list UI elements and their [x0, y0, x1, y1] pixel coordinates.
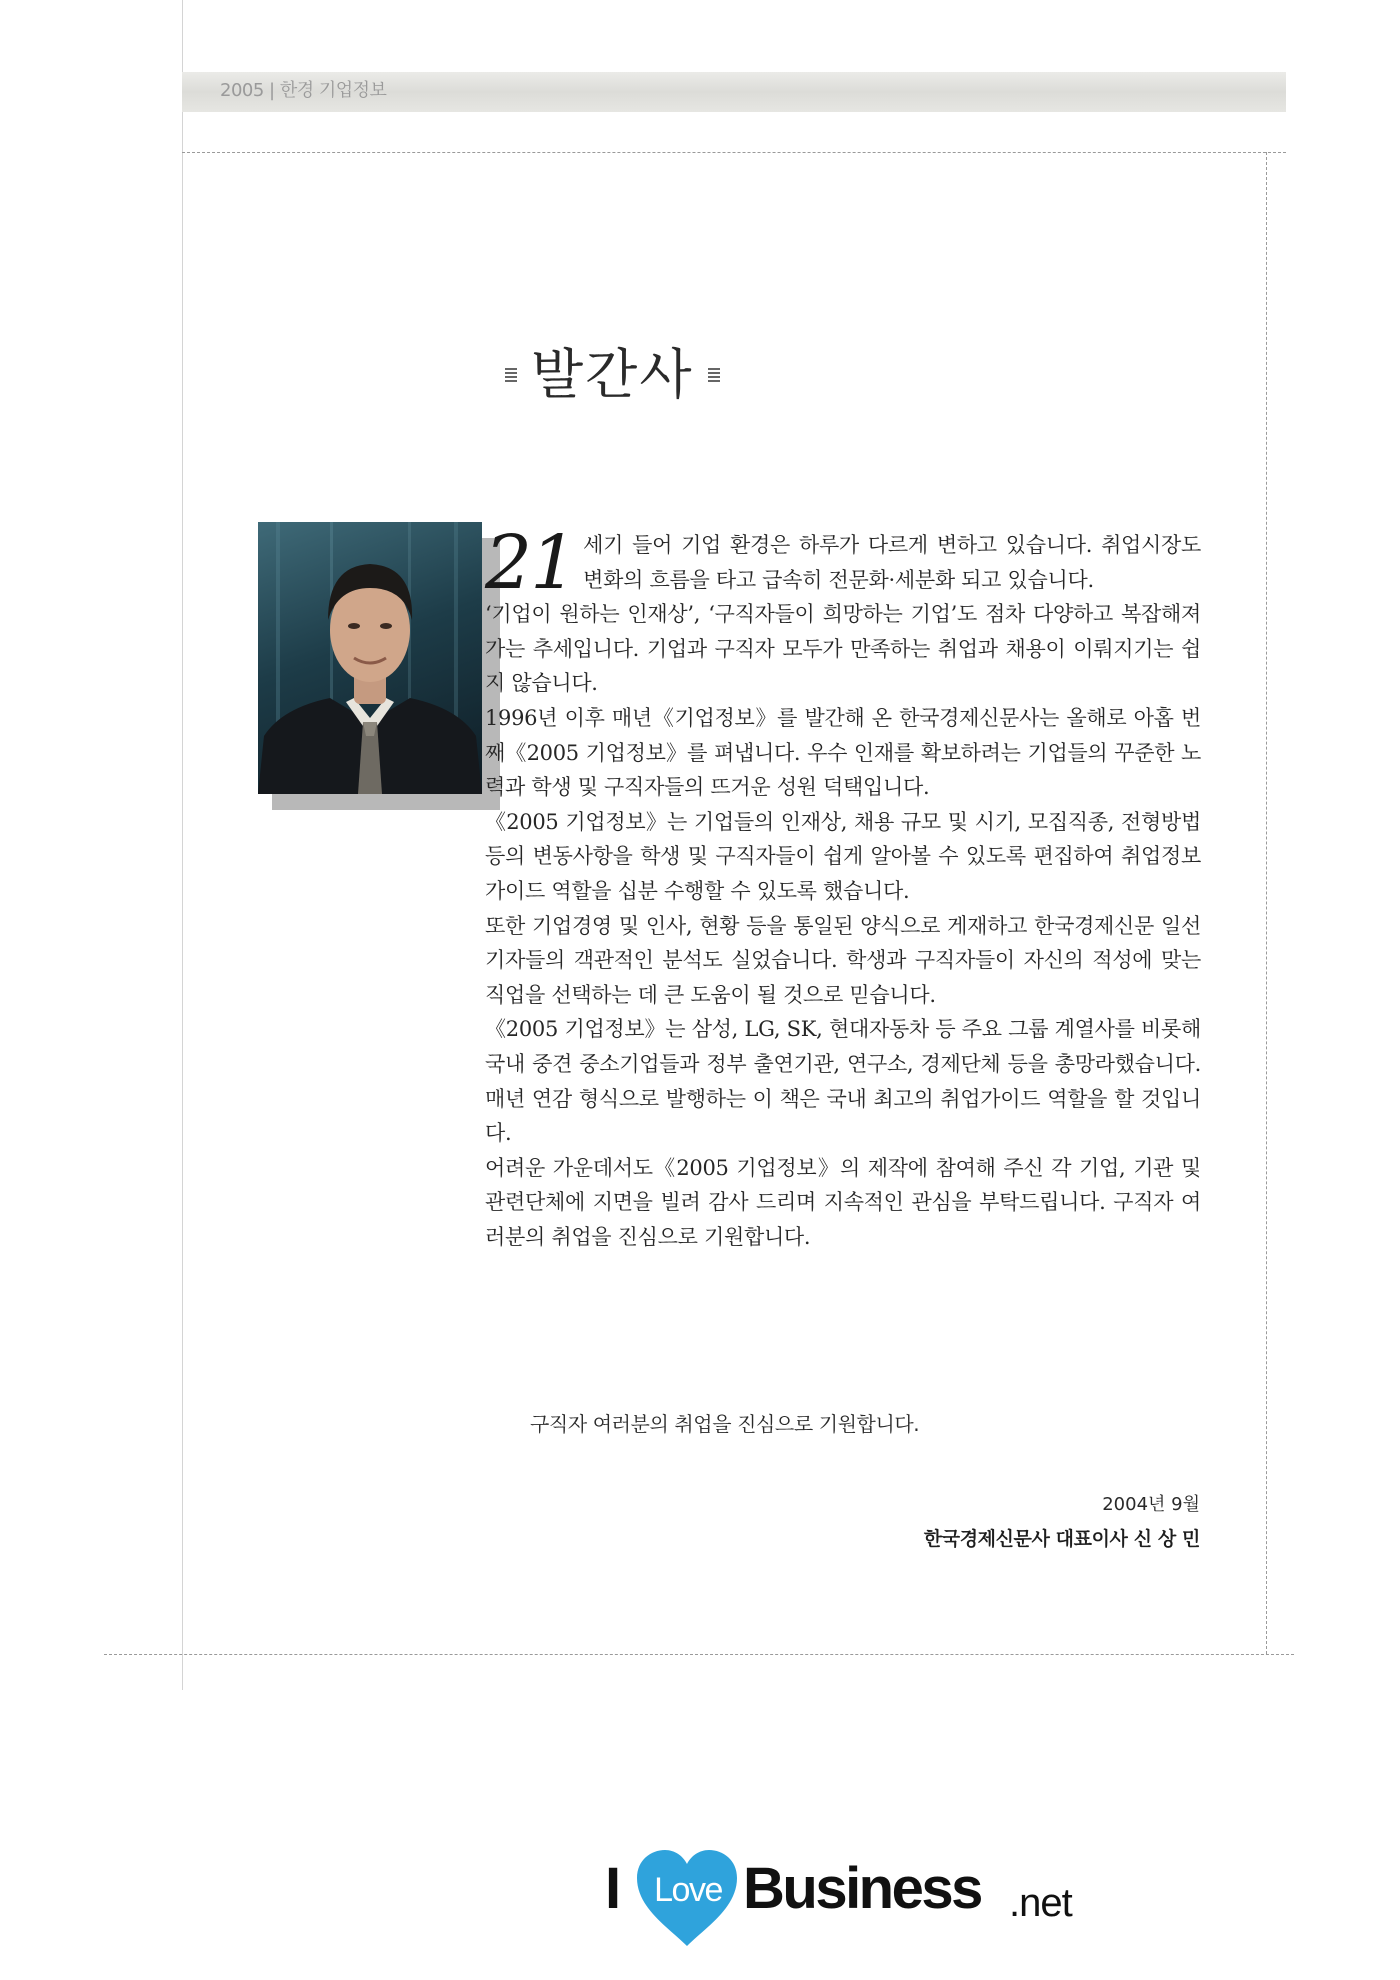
preface-body: [485, 520, 1201, 1254]
running-header-title: 2005 | 한경 기업정보: [220, 80, 387, 101]
title-right-ornament: [708, 368, 720, 382]
page-title: 발간사: [531, 343, 694, 406]
portrait-illustration: [258, 522, 482, 794]
preface-paragraph-5: 또한 기업경영 및 인사, 현황 등을 통일된 양식으로 게재하고 한국경제신문 일선 기자들의 객관적인 분석도 실었습니다. 학생과 구직자들이 자신의 적성에 맞는 직업을 선택하는 데 큰 도움이 될 것으로 믿습니다.: [485, 913, 1201, 1007]
preface-paragraph-4: 《2005 기업정보》는 기업들의 인재상, 채용 규모 및 시기, 모집직종, 전형방법 등의 변동사항을 학생 및 구직자들이 쉽게 알아볼 수 있도록 편집하여 취업정보 가이드 역할을 십분 수행할 수 있도록 했습니다.: [485, 809, 1201, 903]
title-group: [505, 340, 720, 410]
logo-letter-i: I: [605, 1856, 622, 1921]
logo-love-text: Love: [654, 1871, 722, 1909]
dropcap-year: 21: [485, 520, 576, 606]
logo-net-text: .net: [1009, 1881, 1072, 1925]
signature-name: 한국경제신문사 대표이사 신 상 민: [923, 1528, 1200, 1550]
closing-line: 구직자 여러분의 취업을 진심으로 기원합니다.: [530, 1412, 920, 1436]
ceo-portrait-photo: [258, 522, 482, 794]
frame-top-dashed-rule: [182, 152, 1286, 153]
preface-paragraph-3: 1996년 이후 매년《기업정보》를 발간해 온 한국경제신문사는 올해로 아홉 번째《2005 기업정보》를 펴냅니다. 우수 인재를 확보하려는 기업들의 꾸준한 노력과 학생 및 구직자들의 뜨거운 성원 덕택입니다.: [485, 705, 1201, 800]
frame-right-dashed-rule: [1266, 152, 1267, 1654]
preface-paragraph-6: 《2005 기업정보》는 삼성, LG, SK, 현대자동차 등 주요 그룹 계열사를 비롯해 국내 중견 중소기업들과 정부 출연기관, 연구소, 경제단체 등을 총망라했습니다. 매년 연감 형식으로 발행하는 이 책은 국내 최고의 취업가이드 역할을 할 것입니다.: [485, 1017, 1201, 1146]
preface-paragraph-2: ‘기업이 원하는 인재상’, ‘구직자들이 희망하는 기업’도 점차 다양하고 복잡해져 가는 추세입니다. 기업과 구직자 모두가 만족하는 취업과 채용이 이뤄지기는 쉽지 않습니다.: [485, 602, 1201, 696]
preface-paragraph-1: 세기 들어 기업 환경은 하루가 다르게 변하고 있습니다. 취업시장도 변화의 흐름을 타고 급속히 전문화·세분화 되고 있습니다.: [583, 533, 1201, 592]
ilovebusiness-logo: [605, 1848, 1095, 1948]
title-left-ornament: [505, 368, 517, 382]
left-page-rule: [182, 0, 183, 1690]
logo-business-text: Business: [743, 1856, 981, 1921]
frame-bottom-dashed-rule: [104, 1654, 1294, 1655]
preface-paragraph-7: 어려운 가운데서도《2005 기업정보》의 제작에 참여해 주신 각 기업, 기관 및 관련단체에 지면을 빌려 감사 드리며 지속적인 관심을 부탁드립니다. 구직자 여러분의 취업을 진심으로 기원합니다.: [485, 1155, 1201, 1249]
signature-date: 2004년 9월: [1102, 1494, 1200, 1515]
